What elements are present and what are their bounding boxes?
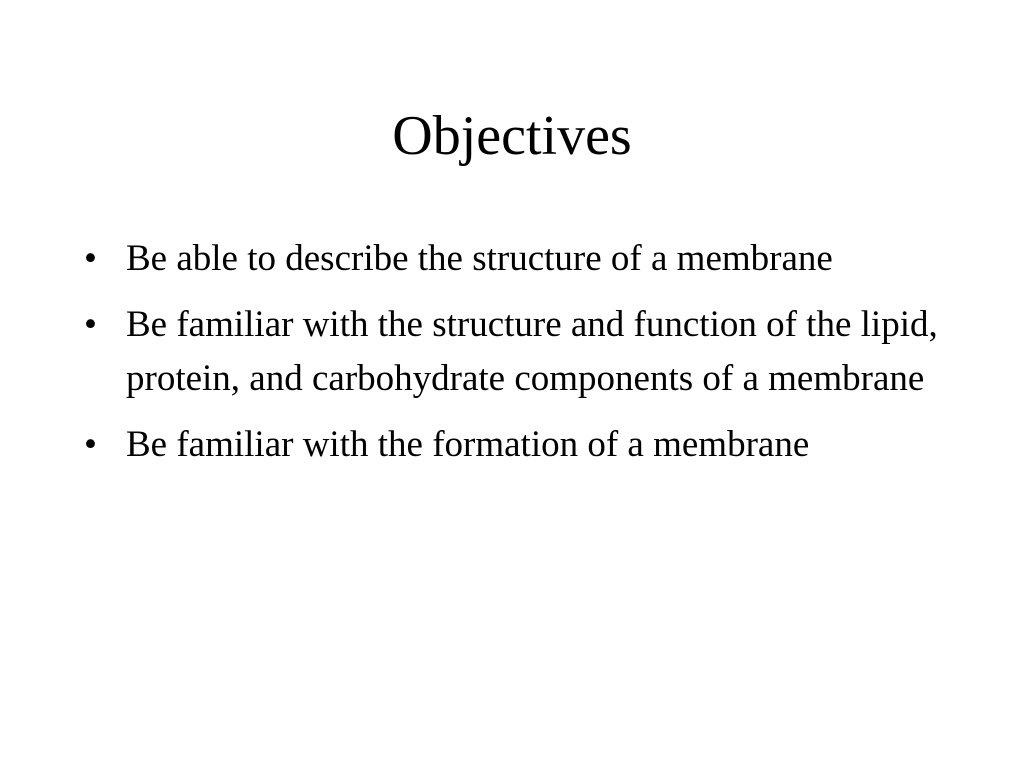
objectives-list bbox=[84, 232, 944, 484]
bullet-icon: • bbox=[84, 238, 97, 279]
objective-item bbox=[84, 418, 944, 472]
bullet-icon: • bbox=[84, 424, 97, 465]
objective-item bbox=[84, 298, 944, 406]
slide-title: Objectives bbox=[392, 105, 632, 167]
objective-text: Be familiar with the structure and function of the lipid, protein, and carbohydrate components of a membrane bbox=[126, 304, 938, 399]
objective-text: Be familiar with the formation of a membrane bbox=[126, 424, 810, 465]
objective-item bbox=[84, 232, 944, 286]
bullet-icon: • bbox=[84, 304, 97, 345]
objective-text: Be able to describe the structure of a membrane bbox=[126, 238, 833, 279]
